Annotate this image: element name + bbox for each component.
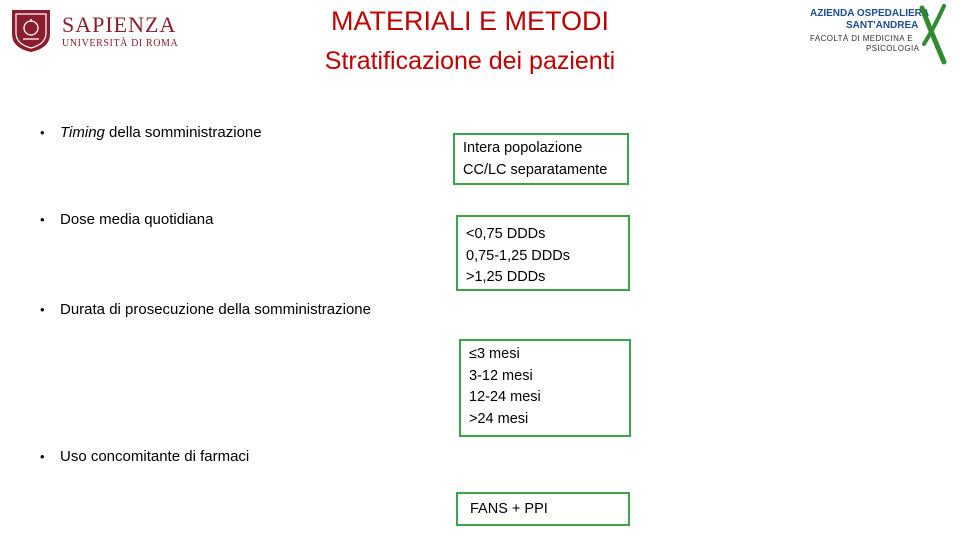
logo-subtitle: UNIVERSITÀ DI ROMA: [62, 38, 179, 49]
box-line: CC/LC separatamente: [463, 161, 608, 178]
bullet-text: Uso concomitante di farmaci: [60, 448, 250, 465]
page-subtitle: Stratificazione dei pazienti: [324, 47, 616, 75]
bullet-dose: [40, 211, 213, 228]
bullet-dot: •: [40, 212, 45, 227]
box-line: 12-24 mesi: [469, 389, 541, 405]
box-line: ≤3 mesi: [469, 346, 520, 362]
box-line: <0,75 DDDs: [466, 226, 546, 242]
box-line: >1,25 DDDs: [466, 269, 546, 285]
bullet-text: Dose media quotidiana: [60, 211, 214, 228]
hospital-logo-line2: SANT'ANDREA: [846, 20, 919, 31]
page-title: MATERIALI E METODI: [330, 6, 610, 36]
hospital-logo-line4: PSICOLOGIA: [866, 44, 920, 53]
box-line: 3-12 mesi: [469, 367, 533, 384]
box-line: Intera popolazione: [463, 140, 583, 156]
bullet-duration: [40, 301, 371, 318]
bullet-dot: •: [40, 302, 45, 317]
bullet-concomitant: [40, 448, 249, 465]
hospital-logo-line3: FACOLTÀ DI MEDICINA E: [810, 34, 913, 43]
drugs-box: [456, 492, 630, 526]
bullet-text: della somministrazione: [104, 124, 262, 141]
hospital-logo-line1: AZIENDA OSPEDALIERA: [810, 8, 930, 19]
timing-box: [453, 133, 629, 185]
duration-box: [459, 339, 631, 437]
bullet-dot: •: [40, 449, 45, 464]
box-line: 0,75-1,25 DDDs: [466, 247, 570, 264]
bullet-text: Durata di prosecuzione della somministrazione: [60, 301, 371, 318]
box-line: >24 mesi: [469, 410, 529, 427]
bullet-dot: •: [40, 125, 45, 140]
box-line: FANS + PPI: [470, 501, 548, 517]
dose-box: [456, 215, 630, 291]
logo-name: SAPIENZA: [62, 12, 177, 37]
bullet-timing: [40, 124, 262, 141]
bullet-italic-term: Timing: [60, 124, 105, 141]
